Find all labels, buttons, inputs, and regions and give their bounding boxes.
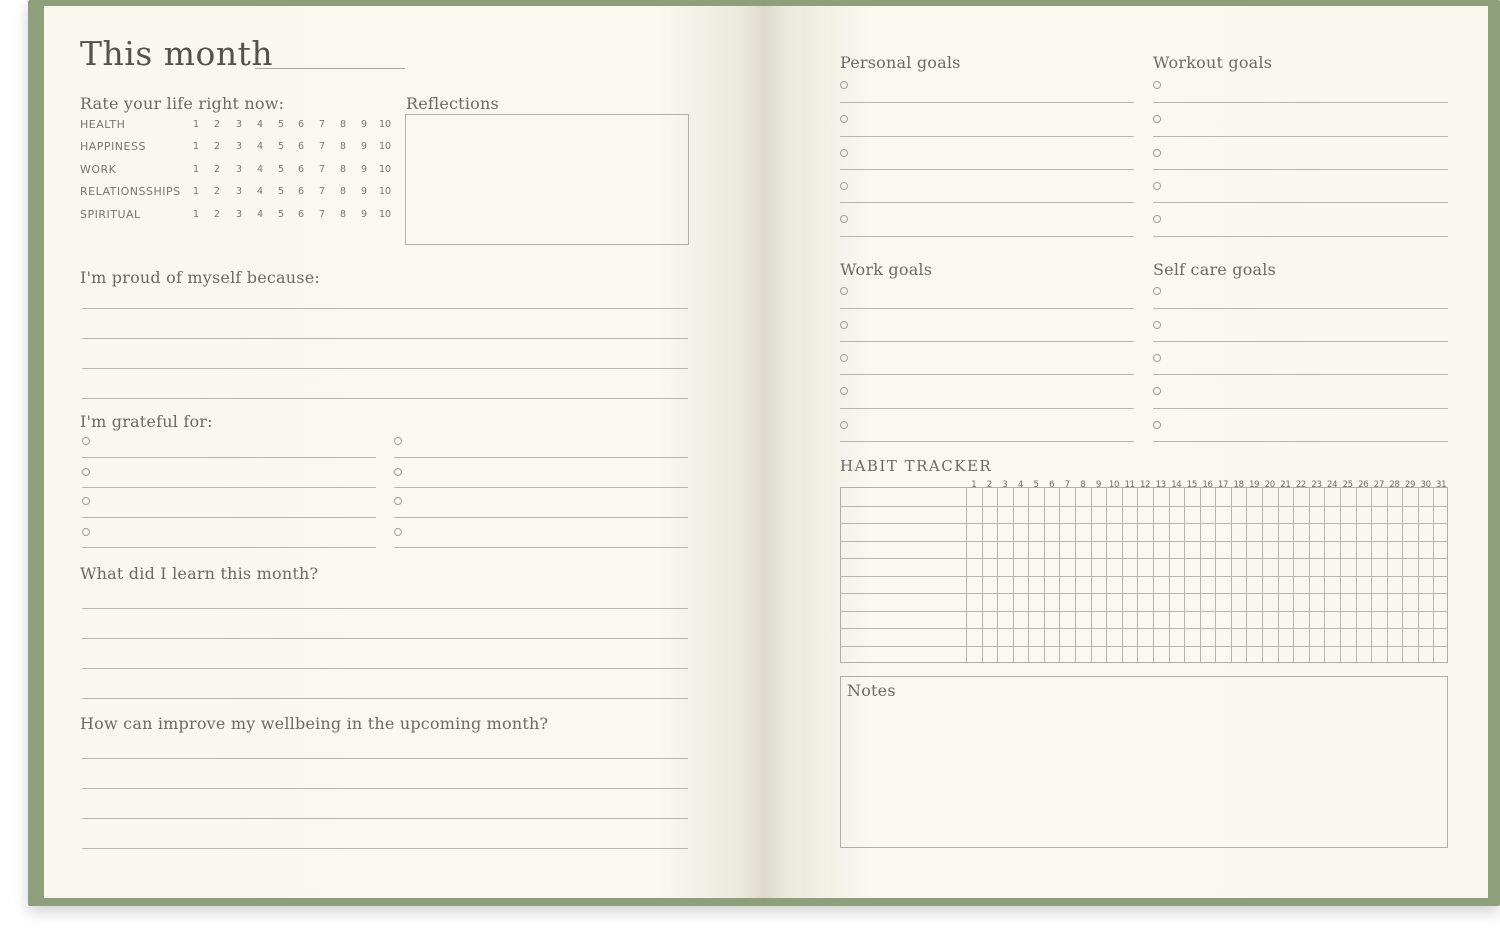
proud-heading: I'm proud of myself because: xyxy=(80,268,320,287)
goal-checkbox[interactable] xyxy=(1153,115,1161,123)
writing-line[interactable] xyxy=(82,668,688,669)
rating-scale-number[interactable]: 1 xyxy=(192,186,200,197)
rating-scale-number[interactable]: 2 xyxy=(213,164,221,175)
rating-scale-number[interactable]: 1 xyxy=(192,209,200,220)
right-page xyxy=(764,6,1488,898)
habit-day-number: 21 xyxy=(1280,480,1291,490)
improve-heading: How can improve my wellbeing in the upcoming month? xyxy=(80,714,549,733)
rating-scale-number[interactable]: 2 xyxy=(213,186,221,197)
writing-line[interactable] xyxy=(82,368,688,369)
goal-line[interactable] xyxy=(1153,408,1448,409)
rating-heading: Rate your life right now: xyxy=(80,94,285,113)
checkbox-circle[interactable] xyxy=(394,437,402,445)
rating-scale-number[interactable]: 2 xyxy=(213,119,221,130)
rating-scale-number[interactable]: 3 xyxy=(235,119,243,130)
rating-scale-number[interactable]: 4 xyxy=(256,119,264,130)
goal-line[interactable] xyxy=(1153,341,1448,342)
habit-grid-row xyxy=(841,611,1447,612)
rating-scale-number[interactable]: 9 xyxy=(360,119,368,130)
rating-scale-number[interactable]: 7 xyxy=(318,209,326,220)
writing-line[interactable] xyxy=(82,758,688,759)
goal-line[interactable] xyxy=(1153,308,1448,309)
rating-scale-number[interactable]: 1 xyxy=(192,164,200,175)
writing-line[interactable] xyxy=(82,848,688,849)
rating-scale-number[interactable]: 5 xyxy=(277,186,285,197)
grateful-line[interactable] xyxy=(82,457,376,458)
rating-scale-number[interactable]: 8 xyxy=(339,119,347,130)
goal-line[interactable] xyxy=(1153,202,1448,203)
habit-day-number: 5 xyxy=(1033,480,1039,490)
goal-line[interactable] xyxy=(1153,441,1448,442)
goal-line[interactable] xyxy=(1153,102,1448,103)
goal-checkbox[interactable] xyxy=(840,321,848,329)
rating-scale-number[interactable]: 8 xyxy=(339,186,347,197)
writing-line[interactable] xyxy=(82,638,688,639)
habit-day-number: 2 xyxy=(986,480,992,490)
habit-day-number: 26 xyxy=(1358,480,1369,490)
rating-scale-number[interactable]: 2 xyxy=(213,209,221,220)
grateful-line[interactable] xyxy=(394,457,688,458)
writing-line[interactable] xyxy=(82,698,688,699)
rating-scale-number[interactable]: 3 xyxy=(235,164,243,175)
goal-checkbox[interactable] xyxy=(1153,354,1161,362)
rating-scale-number[interactable]: 9 xyxy=(360,164,368,175)
habit-grid-row xyxy=(841,523,1447,524)
habit-grid-row xyxy=(841,646,1447,647)
rating-scale-number[interactable]: 8 xyxy=(339,141,347,152)
goal-checkbox[interactable] xyxy=(840,149,848,157)
habit-day-number: 16 xyxy=(1202,480,1213,490)
rating-category-label: WORK xyxy=(80,163,117,176)
habit-day-number: 3 xyxy=(1002,480,1008,490)
habit-day-number: 7 xyxy=(1064,480,1070,490)
rating-scale-number[interactable]: 9 xyxy=(360,186,368,197)
habit-day-number: 11 xyxy=(1124,480,1135,490)
notes-box[interactable] xyxy=(840,676,1448,848)
goal-line[interactable] xyxy=(840,136,1134,137)
habit-grid-row xyxy=(841,541,1447,542)
goal-checkbox[interactable] xyxy=(1153,287,1161,295)
habit-day-number: 12 xyxy=(1140,480,1151,490)
habit-grid-row xyxy=(841,576,1447,577)
rating-scale-number[interactable]: 3 xyxy=(235,141,243,152)
checkbox-circle[interactable] xyxy=(82,468,90,476)
goal-line[interactable] xyxy=(1153,374,1448,375)
goal-checkbox[interactable] xyxy=(840,287,848,295)
habit-tracker-grid[interactable] xyxy=(840,487,1448,663)
goal-checkbox[interactable] xyxy=(1153,81,1161,89)
habit-grid-row xyxy=(841,593,1447,594)
rating-scale-number[interactable]: 6 xyxy=(297,164,305,175)
goal-line[interactable] xyxy=(840,308,1134,309)
grateful-line[interactable] xyxy=(82,547,376,548)
goal-line[interactable] xyxy=(840,169,1134,170)
checkbox-circle[interactable] xyxy=(82,437,90,445)
rating-scale-number[interactable]: 2 xyxy=(213,141,221,152)
rating-category-label: HEALTH xyxy=(80,118,126,131)
page-title: This month xyxy=(80,34,274,73)
rating-scale-number[interactable]: 5 xyxy=(277,119,285,130)
goal-checkbox[interactable] xyxy=(1153,421,1161,429)
checkbox-circle[interactable] xyxy=(394,468,402,476)
habit-day-number: 1 xyxy=(971,480,977,490)
writing-line[interactable] xyxy=(82,608,688,609)
goal-checkbox[interactable] xyxy=(1153,387,1161,395)
left-page xyxy=(44,6,764,898)
title-underline xyxy=(255,68,405,69)
rating-scale-number[interactable]: 6 xyxy=(297,141,305,152)
goal-line[interactable] xyxy=(840,441,1134,442)
checkbox-circle[interactable] xyxy=(82,497,90,505)
habit-grid-row xyxy=(841,506,1447,507)
goal-line[interactable] xyxy=(840,202,1134,203)
reflections-heading: Reflections xyxy=(406,94,499,113)
rating-scale-number[interactable]: 7 xyxy=(318,186,326,197)
rating-scale-number[interactable]: 10 xyxy=(378,209,392,220)
rating-scale-number[interactable]: 9 xyxy=(360,209,368,220)
goal-checkbox[interactable] xyxy=(1153,321,1161,329)
rating-scale-number[interactable]: 6 xyxy=(297,119,305,130)
rating-scale-number[interactable]: 7 xyxy=(318,141,326,152)
goal-checkbox[interactable] xyxy=(840,115,848,123)
rating-scale-number[interactable]: 10 xyxy=(378,141,392,152)
habit-day-number: 27 xyxy=(1373,480,1384,490)
goal-line[interactable] xyxy=(1153,236,1448,237)
habit-day-number: 28 xyxy=(1389,480,1400,490)
rating-scale-number[interactable]: 9 xyxy=(360,141,368,152)
grateful-line[interactable] xyxy=(394,517,688,518)
goal-line[interactable] xyxy=(1153,136,1448,137)
habit-day-number: 6 xyxy=(1049,480,1055,490)
habit-day-number: 19 xyxy=(1249,480,1260,490)
rating-scale-number[interactable]: 7 xyxy=(318,119,326,130)
rating-scale-number[interactable]: 3 xyxy=(235,209,243,220)
writing-line[interactable] xyxy=(82,788,688,789)
habit-day-number: 15 xyxy=(1186,480,1197,490)
goal-line[interactable] xyxy=(1153,169,1448,170)
rating-scale-number[interactable]: 5 xyxy=(277,164,285,175)
rating-scale-number[interactable]: 10 xyxy=(378,119,392,130)
habit-day-number: 29 xyxy=(1404,480,1416,490)
goal-line[interactable] xyxy=(840,236,1134,237)
rating-scale-number[interactable]: 7 xyxy=(318,164,326,175)
rating-scale-number[interactable]: 4 xyxy=(256,209,264,220)
writing-line[interactable] xyxy=(82,308,688,309)
habit-day-number: 25 xyxy=(1342,480,1353,490)
goal-line[interactable] xyxy=(840,102,1134,103)
rating-category-label: SPIRITUAL xyxy=(80,208,141,221)
rating-scale-number[interactable]: 1 xyxy=(192,141,200,152)
habit-day-number: 14 xyxy=(1171,480,1182,490)
habit-day-number: 4 xyxy=(1017,480,1024,490)
habit-day-number: 18 xyxy=(1233,480,1244,490)
writing-line[interactable] xyxy=(82,818,688,819)
checkbox-circle[interactable] xyxy=(82,528,90,536)
rating-scale-number[interactable]: 6 xyxy=(297,186,305,197)
work-goals-heading: Work goals xyxy=(840,260,933,279)
self-care-goals-heading: Self care goals xyxy=(1153,260,1276,279)
rating-scale-number[interactable]: 5 xyxy=(277,141,285,152)
writing-line[interactable] xyxy=(82,338,688,339)
rating-scale-number[interactable]: 4 xyxy=(256,186,264,197)
habit-day-number: 30 xyxy=(1420,480,1431,490)
grateful-heading: I'm grateful for: xyxy=(80,412,213,431)
rating-scale-number[interactable]: 10 xyxy=(378,164,392,175)
goal-checkbox[interactable] xyxy=(840,182,848,190)
habit-day-number: 10 xyxy=(1108,480,1120,490)
habit-day-number: 20 xyxy=(1264,480,1275,490)
checkbox-circle[interactable] xyxy=(394,497,402,505)
goal-checkbox[interactable] xyxy=(840,387,848,395)
grateful-line[interactable] xyxy=(394,547,688,548)
goal-checkbox[interactable] xyxy=(840,421,848,429)
habit-day-number: 24 xyxy=(1326,480,1338,490)
goal-line[interactable] xyxy=(840,341,1134,342)
goal-line[interactable] xyxy=(840,374,1134,375)
rating-scale-number[interactable]: 4 xyxy=(256,141,264,152)
goal-checkbox[interactable] xyxy=(1153,182,1161,190)
habit-day-number: 8 xyxy=(1080,480,1086,490)
rating-scale-number[interactable]: 5 xyxy=(277,209,285,220)
rating-scale-number[interactable]: 3 xyxy=(235,186,243,197)
goal-checkbox[interactable] xyxy=(1153,149,1161,157)
rating-scale-number[interactable]: 1 xyxy=(192,119,200,130)
rating-scale-number[interactable]: 6 xyxy=(297,209,305,220)
habit-day-number: 31 xyxy=(1436,480,1447,490)
workout-goals-heading: Workout goals xyxy=(1153,53,1273,72)
personal-goals-heading: Personal goals xyxy=(840,53,961,72)
habit-grid-row xyxy=(841,558,1447,559)
rating-scale-number[interactable]: 10 xyxy=(378,186,392,197)
goal-checkbox[interactable] xyxy=(840,354,848,362)
habit-day-number: 17 xyxy=(1217,480,1229,490)
habit-tracker-title: HABIT TRACKER xyxy=(840,457,993,475)
habit-day-number: 23 xyxy=(1311,480,1322,490)
rating-category-label: RELATIONSSHIPS xyxy=(80,185,181,198)
reflections-box[interactable] xyxy=(405,114,689,245)
rating-scale-number[interactable]: 8 xyxy=(339,164,347,175)
habit-day-number: 22 xyxy=(1295,480,1307,490)
rating-scale-number[interactable]: 8 xyxy=(339,209,347,220)
grateful-line[interactable] xyxy=(82,517,376,518)
learn-heading: What did I learn this month? xyxy=(80,564,319,583)
goal-checkbox[interactable] xyxy=(840,81,848,89)
grateful-line[interactable] xyxy=(82,487,376,488)
notes-heading: Notes xyxy=(847,681,896,700)
habit-grid-row xyxy=(841,628,1447,629)
rating-category-label: HAPPINESS xyxy=(80,140,146,153)
habit-day-number: 9 xyxy=(1095,480,1101,490)
rating-table xyxy=(80,118,400,228)
rating-scale-number[interactable]: 4 xyxy=(256,164,264,175)
writing-line[interactable] xyxy=(82,398,688,399)
goal-checkbox[interactable] xyxy=(840,215,848,223)
goal-checkbox[interactable] xyxy=(1153,215,1161,223)
checkbox-circle[interactable] xyxy=(394,528,402,536)
goal-line[interactable] xyxy=(840,408,1134,409)
grateful-line[interactable] xyxy=(394,487,688,488)
habit-day-number: 13 xyxy=(1155,480,1166,490)
